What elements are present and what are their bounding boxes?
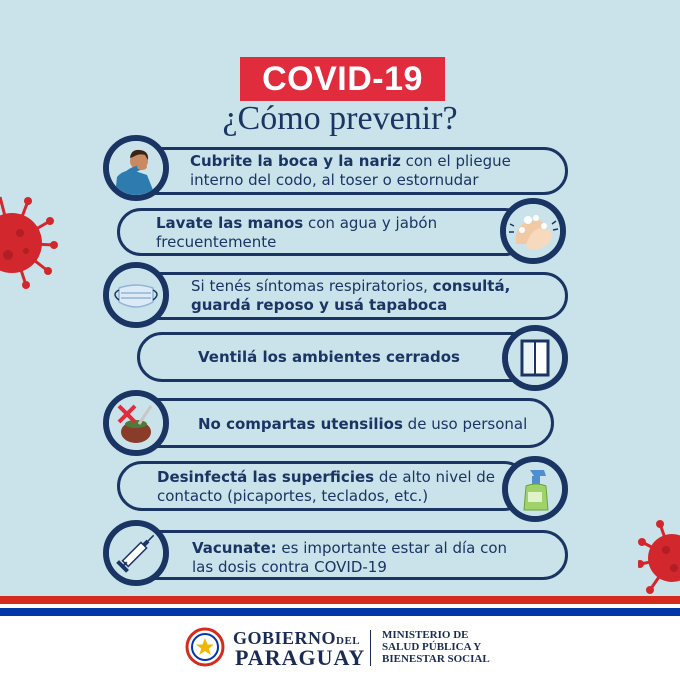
tip-6-icon-badge xyxy=(502,456,568,522)
page-title: COVID-19 xyxy=(240,57,445,101)
tip-5-text xyxy=(198,415,548,434)
spray-bottle-icon xyxy=(508,462,562,516)
tip-7-icon-badge xyxy=(103,520,169,586)
tip-2-bold: Lavate las manos xyxy=(156,214,304,232)
tip-5-rest: de uso personal xyxy=(402,415,528,433)
tip-4-text xyxy=(198,348,498,367)
tip-1-text xyxy=(190,152,560,190)
tip-1-icon-badge xyxy=(103,135,169,201)
tip-7-text xyxy=(192,539,562,577)
flag-stripe-blue xyxy=(0,608,680,616)
tip-3-line2: guardá reposo y usá tapaboca xyxy=(191,296,448,314)
tip-4-icon-badge xyxy=(502,325,568,391)
ministerio-line-2: SALUD PÚBLICA Y xyxy=(382,641,482,653)
tip-5-bold: No compartas utensilios xyxy=(198,415,403,433)
national-seal-icon xyxy=(185,627,225,667)
tip-2-icon-badge xyxy=(500,198,566,264)
tip-7-rest: es importante estar al día con xyxy=(276,539,508,557)
tip-1-rest: con el pliegue xyxy=(400,152,511,170)
syringe-icon xyxy=(109,526,163,580)
gobierno-word: GOBIERNO xyxy=(233,628,337,648)
footer-divider xyxy=(370,630,371,666)
tip-2-rest: con agua y jabón xyxy=(303,214,438,232)
ministerio-label xyxy=(382,629,490,665)
tip-3-icon-badge xyxy=(103,262,169,328)
flag-stripe-red xyxy=(0,596,680,604)
ministerio-line-3: BIENESTAR SOCIAL xyxy=(382,653,490,665)
ministerio-line-1: MINISTERIO DE xyxy=(382,629,469,641)
tip-2-text xyxy=(156,214,496,252)
person-coughing-icon xyxy=(109,141,163,195)
tip-1-bold: Cubrite la boca y la nariz xyxy=(190,152,401,170)
tip-6-line2: contacto (picaportes, teclados, etc.) xyxy=(157,487,429,505)
paraguay-label: PARAGUAY xyxy=(235,645,366,670)
tip-7-line2: las dosis contra COVID-19 xyxy=(192,558,387,576)
tip-5-icon-badge xyxy=(103,390,169,456)
window-icon xyxy=(508,331,562,385)
page-subtitle: ¿Cómo prevenir? xyxy=(222,100,458,137)
washing-hands-icon xyxy=(506,204,560,258)
virus-left-icon xyxy=(0,193,58,293)
tip-6-bold: Desinfectá las superficies xyxy=(157,468,375,486)
tip-3-pre: Si tenés síntomas respiratorios, xyxy=(191,277,433,295)
tip-6-text xyxy=(157,468,497,506)
tip-1-line2: interno del codo, al toser o estornudar xyxy=(190,171,479,189)
tip-7-bold: Vacunate: xyxy=(192,539,277,557)
face-mask-icon xyxy=(109,268,163,322)
tip-3-text xyxy=(191,277,561,315)
tip-2-line2: frecuentemente xyxy=(156,233,277,251)
tip-3-bold: consultá, xyxy=(432,277,511,295)
del-word: DEL xyxy=(336,635,361,647)
no-sharing-mate-icon xyxy=(109,396,163,450)
tip-4-bold: Ventilá los ambientes cerrados xyxy=(198,348,460,366)
tip-6-rest: de alto nivel de xyxy=(374,468,495,486)
virus-right-icon xyxy=(638,520,680,596)
